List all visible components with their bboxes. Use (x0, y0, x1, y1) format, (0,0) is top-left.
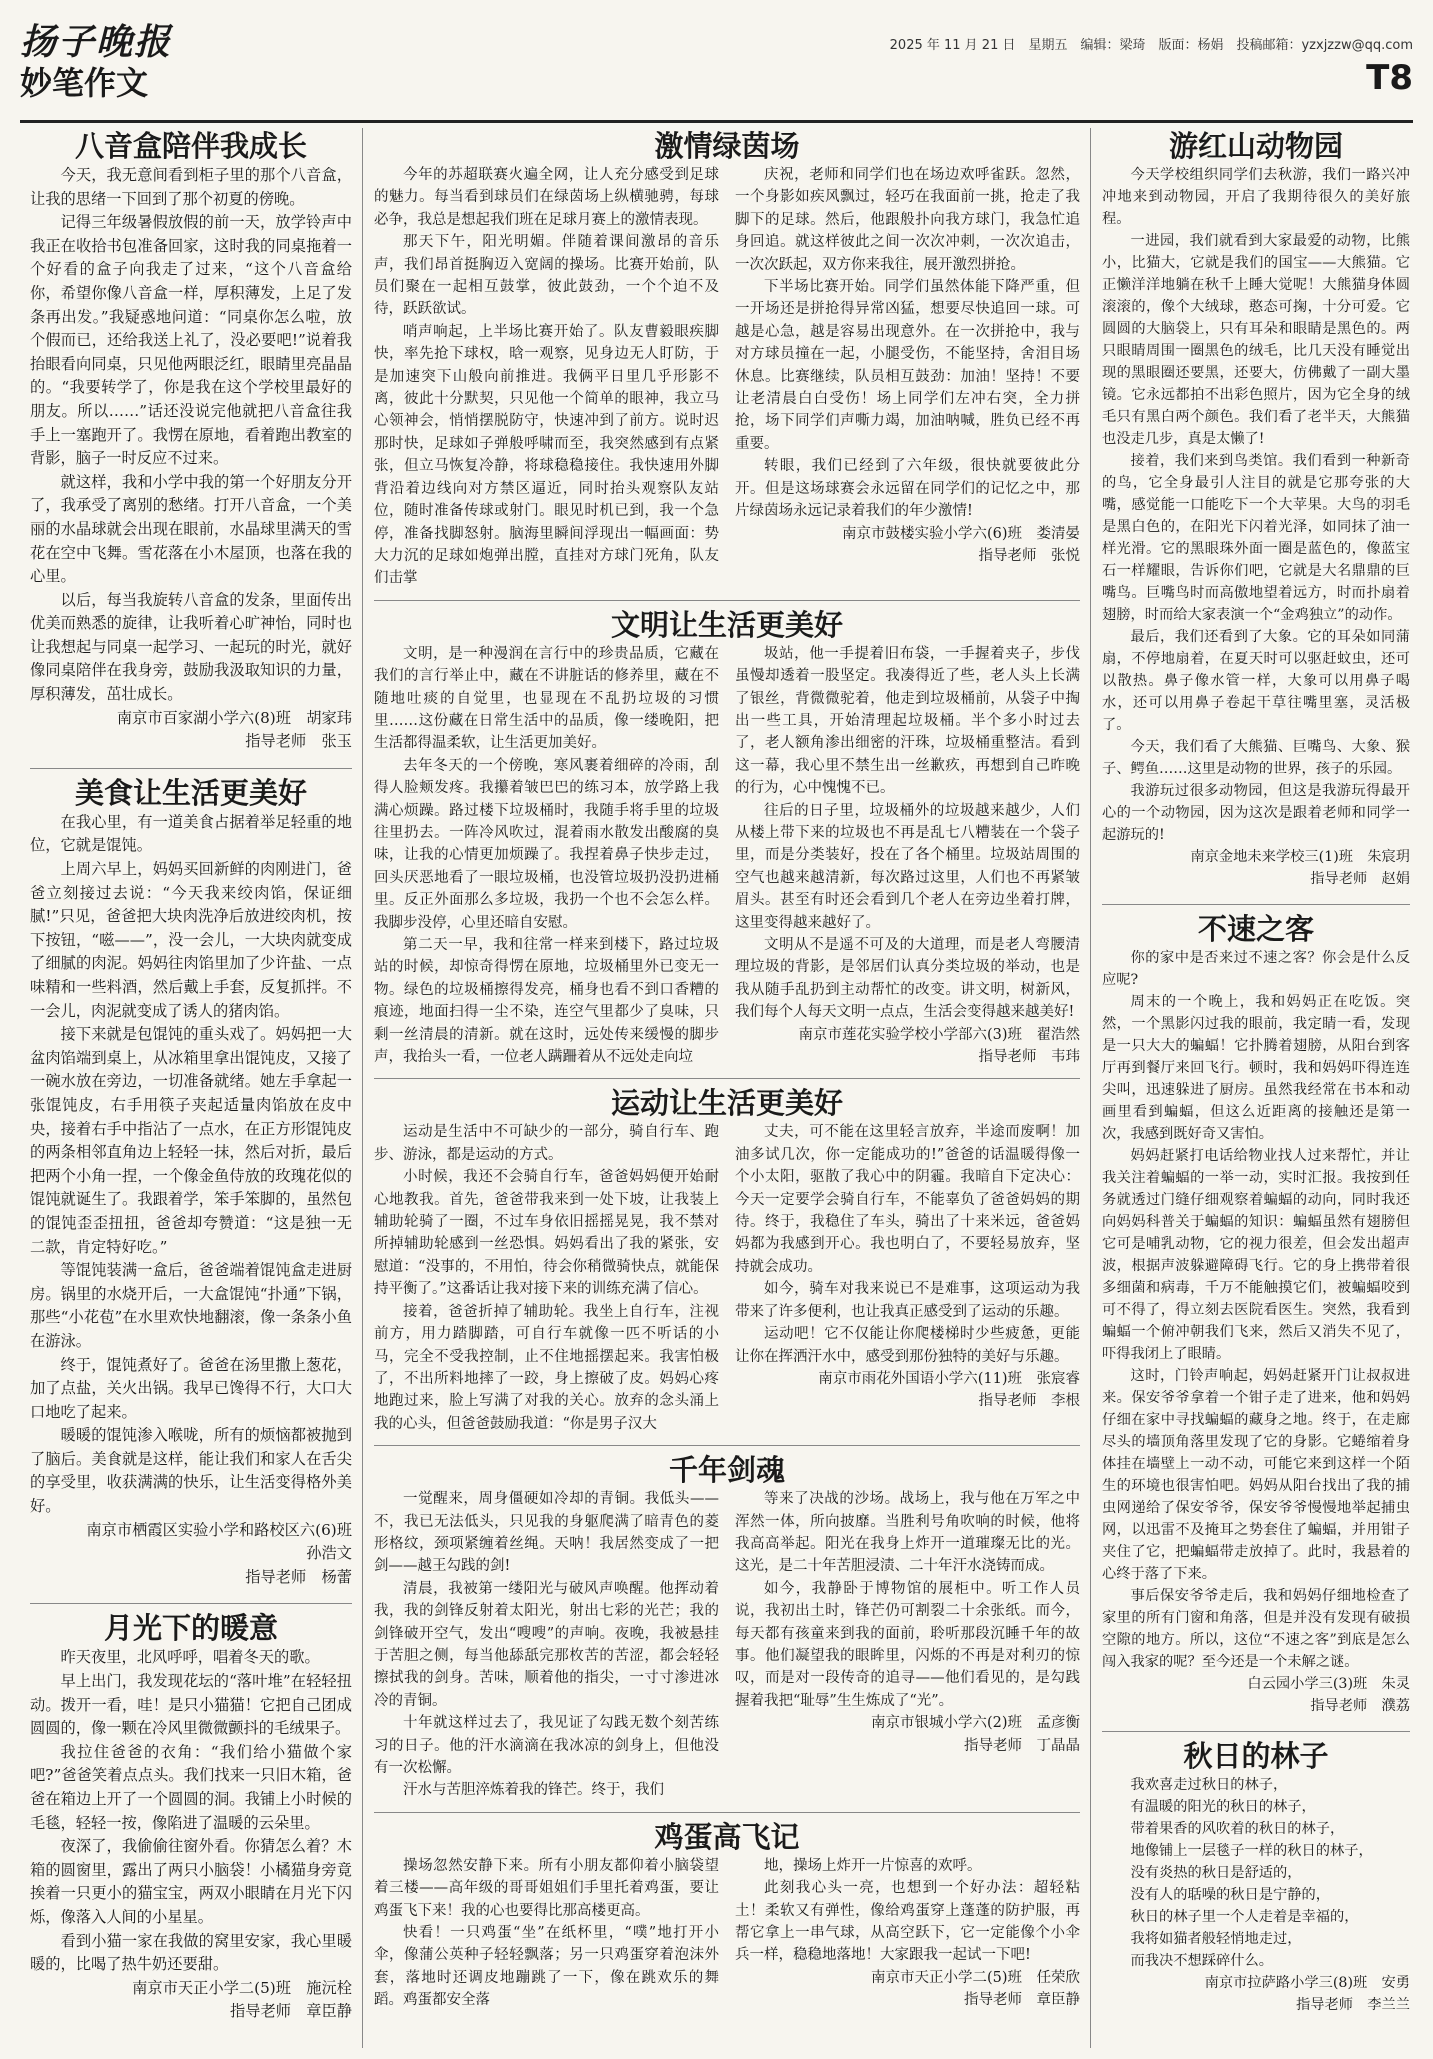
article (374, 607, 1080, 1069)
article-divider (1102, 1731, 1410, 1732)
paragraph: 昨天夜里，北风呼呼，唱着冬天的歌。 (60, 1648, 320, 1667)
article-divider (1102, 904, 1410, 905)
paragraph: 哨声响起，上半场比赛开始了。队友曹毅眼疾脚快，率先抢下球权，晗一观察，见身边无人盯防，于是加速突下山般向前推进。我俩平日里几乎形影不离，彼此十分默契，只见他一个简单的眼神，我立马心领神会，悄悄摆脱防守，快速冲到了前方。说时迟那时快，足球如子弹般呼啸而至，我突然感到有点紧张，但立马恢复冷静，将球稳稳接住。我快速用外脚背沿着边线向对方禁区逼近，同时抬头观察队友站位，随时准备传球或射门。眼见时机已到，我一个急停，准备找脚怒射。脑海里瞬间浮现出一幅画面：势大力沉的足球如炮弹出膛，直挂对方球门死角，队友们击掌 (374, 323, 719, 587)
paragraph: 庆祝，老师和同学们也在场边欢呼雀跃。忽然，一个身影如疾风飘过，轻巧在我面前一挑，抢走了我脚下的足球。然后，他跟般扑向我方球门，我急忙追身回追。就这样彼此之间一次次冲刺，一次次追击，一次次跃起，双方你来我往，展开激烈拼抢。 (735, 167, 1080, 273)
middle-column (374, 128, 1080, 2022)
paragraph: 等来了决战的沙场。战场上，我与他在万军之中浑然一体，所向披靡。当胜利号角吹响的时候，他将我高高举起。阳光在我身上炸开一道璀璨无比的光。这光，是二十年苦胆浸渍、二十年汗水浇铸而成。 (735, 1491, 1080, 1575)
poem-line: 有温暖的阳光的秋日的林子， (1130, 1799, 1316, 1815)
paragraph: 清晨，我被第一缕阳光与破风声唤醒。他挥动着我，我的剑锋反射着太阳光，射出七彩的光芒；我的剑锋破开空气，发出“嗖嗖”的声响。夜晚，我被悬挂于苦胆之侧，每当他舔舐完那枚苦的苦涩，都会轻轻擦拭我的剑身。苦味，顺着他的指尖，一寸寸渗进冰冷的青铜。 (374, 1580, 719, 1709)
poem-line: 地像铺上一层毯子一样的秋日的林子， (1130, 1843, 1373, 1859)
article-title: 运动让生活更美好 (610, 1086, 843, 1121)
column-divider (1090, 128, 1091, 2048)
article-divider (374, 1812, 1080, 1813)
author-school: 南京市天正小学二(5)班 任荣欣 (870, 1969, 1080, 1986)
paragraph: 文明，是一种漫润在言行中的珍贵品质，它藏在我们的言行举止中，藏在不讲脏话的修养里，藏在不随地吐痰的自觉里，也显现在不乱扔垃圾的习惯里……这份藏在日常生活中的品质，像一缕晚阳，把生活都得温柔软，让生活更加美好。 (374, 645, 719, 752)
author-school: 南京市天正小学二(5)班 施沅栓 (132, 1978, 352, 1997)
paragraph: 转眼，我们已经到了六年级，很快就要彼此分开。但是这场球赛会永远留在同学们的记忆之中，那片绿茵场永远记录着我们的年少激情! (735, 458, 1080, 520)
paragraph: 最后，我们还看到了大象。它的耳朵如同蒲扇，不停地扇着，在夏天时可以驱赶蚊虫，还可以散热。鼻子像水管一样，大象可以用鼻子喝水，还可以用鼻子卷起干草往嘴里塞，灵活极了。 (1102, 629, 1410, 733)
text-column (735, 643, 1080, 1069)
paragraph: 记得三年级暑假放假的前一天，放学铃声中我正在收拾书包准备回家，这时我的同桌拖着一个好看的盒子向我走了过来，“这个八音盒给你，希望你像八音盒一样，厚积薄发，上足了发条再出发。”我疑惑地问道：“同桌你怎么啦，放个假而已，还给我送上礼了，没必要吧!”说着我抬眼看向同桌，只见他两眼泛红，眼睛里亮晶晶的。“我要转学了，你是我在这个学校里最好的朋友。所以……”话还没说完他就把八音盒往我手上一塞跑开了。我愣在原地，看着跑出教室的背影，脑子一时反应不过来。 (30, 213, 352, 468)
article-divider (30, 1603, 352, 1604)
article-title: 不速之客 (1197, 912, 1314, 946)
paragraph: 此刻我心头一亮，也想到一个好办法：超轻粘土！柔软又有弹性，像给鸡蛋穿上蓬蓬的防护服，再帮它拿上一串气球，从高空跃下，它一定能像个小伞兵一样，稳稳地落地！大家跟我一起试一下吧! (735, 1880, 1080, 1964)
column-divider (362, 128, 363, 2048)
paragraph: 今天，我无意间看到柜子里的那个八音盒，让我的思绪一下回到了那个初夏的傍晚。 (30, 166, 352, 208)
article-title: 月光下的暖意 (103, 1611, 278, 1646)
teacher-name: 指导老师 章臣静 (964, 1992, 1080, 2009)
paragraph: 今天学校组织同学们去秋游，我们一路兴冲冲地来到动物园，开启了我期待很久的美好旅程。 (1102, 167, 1410, 227)
text-column (735, 1488, 1080, 1802)
poem-line: 而我决不想踩碎什么。 (1130, 1953, 1274, 1969)
two-column-body (374, 164, 1080, 590)
article-divider (30, 768, 352, 769)
newspaper-logo: 扬子晚报 (20, 21, 173, 63)
teacher-name: 指导老师 李兰兰 (1295, 1997, 1410, 2013)
article-title: 激情绿茵场 (654, 129, 800, 163)
paragraph: 终于，馄饨煮好了。爸爸在汤里撒上葱花，加了点盐，关火出锅。我早已馋得不行，大口大口地吃了起来。 (30, 1355, 352, 1421)
author-school: 南京市银城小学六(2)班 孟彦衡 (870, 1715, 1080, 1732)
text-column (374, 1121, 719, 1435)
article-title: 文明让生活更美好 (610, 607, 843, 642)
paragraph: 十年就这样过去了，我见证了勾践无数个刻苦练习的日子。他的汗水滴滴在我冰凉的剑身上，但他没有一次松懈。 (374, 1715, 719, 1776)
paragraph: 丈夫，可不能在这里轻言放弃，半途而废啊！加油多试几次，你一定能成功的!”爸爸的话温暖得像一个小太阳，驱散了我心中的阴霾。我暗自下定决心：今天一定要学会骑自行车，不能辜负了爸爸妈妈的期待。终于，我稳住了车头，骑出了十来米远，爸爸妈妈都为我感到开心。我也明白了，不要轻易放弃，坚持就会成功。 (735, 1124, 1080, 1275)
author-school: 南京市拉萨路小学三(8)班 安勇 (1204, 1975, 1410, 1991)
paragraph: 接下来就是包馄饨的重头戏了。妈妈把一大盆肉馅端到桌上，从冰箱里拿出馄饨皮，又接了一碗水放在旁边，一切准备就绪。她左手拿起一张馄饨皮，右手用筷子夹起适量肉馅放在皮中央，接着右手中指沾了一点水，在正方形馄饨皮的两条相邻直角边上轻轻一抹，然后对折，最后把两个小角一捏，一个像金鱼侍放的玫瑰花似的馄饨就诞生了。我跟着学，笨手笨脚的，虽然包的馄饨歪歪扭扭，爸爸却夸赞道：“这是独一无二款，肯定特好吃。” (30, 1025, 352, 1256)
paragraph: 一进园，我们就看到大家最爱的动物，比熊小，比猫大，它就是我们的国宝——大熊猫。它正懒洋洋地躺在秋千上睡大觉呢！大熊猫身体圆滚滚的，像个大绒球，憨态可掬，十分可爱。它圆圆的大脑袋上，只有耳朵和眼睛是黑色的。两只眼睛周围一圈黑色的绒毛，比几天没有睡觉出现的黑眼圈还要黑，还要大，仿佛戴了一副大墨镜。它永远都拍不出彩色照片，因为它全身的绒毛只有黑白两个颜色。我们看了老半天，大熊猫也没走几步，真是太懒了! (1102, 233, 1410, 447)
left-column (30, 128, 368, 2038)
teacher-name: 指导老师 张悦 (978, 547, 1080, 564)
teacher-name: 指导老师 赵娟 (1310, 871, 1410, 887)
article (30, 775, 368, 1590)
paragraph: 我游玩过很多动物园，但这是我游玩得最开心的一个动物园，因为这次是跟着老师和同学一起游玩的! (1102, 783, 1410, 843)
page-number: T8 (1366, 58, 1413, 98)
paragraph: 第二天一早，我和往常一样来到楼下，路过垃圾站的时候，却惊奇得愣在原地，垃圾桶里外已变无一物。绿色的垃圾桶擦得发亮，桶身也看不到口香糟的痕迹，地面扫得一尘不染，连空气里都少了臭味，只剩一丝清晨的清新。就在这时，远处传来缓慢的脚步声，我抬头一看，一位老人蹒跚着从不远处走向垃 (374, 937, 719, 1066)
paragraph: 周末的一个晚上，我和妈妈正在吃饭。突然，一个黑影闪过我的眼前，我定睛一看，发现是一只大大的蝙蝠！它扑腾着翅膀，从阳台到客厅再到餐厅来回飞行。顿时，我和妈妈吓得连连尖叫，迅速躲进了厨房。虽然我经常在书本和动画里看到蝙蝠，但这么近距离的接触还是第一次，我感到既好奇又害怕。 (1102, 994, 1410, 1142)
paragraph: 你的家中是否来过不速之客？你会是什么反应呢? (1102, 950, 1410, 988)
teacher-name: 指导老师 韦玮 (978, 1049, 1080, 1066)
paragraph: 就这样，我和小学中我的第一个好朋友分开了，我承受了离别的愁绪。打开八音盒，一个美丽的水晶球就会出现在眼前，水晶球里满天的雪花在空中飞舞。雪花落在小木屋顶，也落在我的心里。 (30, 472, 352, 586)
poem-line: 没有人的聒噪的秋日是宁静的， (1130, 1887, 1331, 1903)
paragraph: 接着，爸爸折掉了辅助轮。我坐上自行车，注视前方，用力踏脚踏，可自行车就像一匹不听话的小马，完全不受我控制，止不住地摇摆起来。我害怕极了，不出所料地摔了一跤，身上擦破了皮。妈妈心疼地跑过来，脸上写满了对我的关心。放弃的念头涌上我的心头，但爸爸鼓励我道：“你是男子汉大 (374, 1303, 719, 1432)
author-school: 南京市栖霞区实验小学和路校区六(6)班 孙浩文 (86, 1520, 368, 1563)
article-title: 八音盒陪伴我成长 (74, 129, 307, 163)
paragraph: 看到小猫一家在我做的窝里安家，我心里暖暖的，比喝了热牛奶还要甜。 (30, 1931, 352, 1974)
paragraph: 一觉醒来，周身僵硬如冷却的青铜。我低头——不，我已无法低头，只见我的身躯爬满了暗青色的菱形格纹，颈项紧缠着丝绳。天呐！我居然变成了一把剑——越王勾践的剑! (374, 1491, 719, 1575)
paragraph: 妈妈赶紧打电话给物业找人过来帮忙，并让我关注着蝙蝠的一举一动，实时汇报。我按到任务就透过门缝仔细观察着蝙蝠的动向，同时我还向妈妈科普关于蝙蝠的知识：蝙蝠虽然有翅膀但它可是哺乳动物，它的视力很差，但会发出超声波，根据声波躲避障碍飞行。它的身上携带着很多细菌和病毒，千万不能触摸它们，被蝙蝠咬到可不得了，得立刻去医院看医生。突然，我看到蝙蝠一个俯冲朝我们飞来，然后又消失不见了，吓得我闭上了眼睛。 (1102, 1148, 1410, 1362)
paragraph: 运动是生活中不可缺少的一部分，骑自行车、跑步、游泳，都是运动的方式。 (374, 1124, 719, 1163)
paragraph: 我拉住爸爸的衣角：“我们给小猫做个家吧?”爸爸笑着点点头。我们找来一只旧木箱，爸爸在箱边上开了一个圆圆的洞。我铺上小时候的毛毯，轻轻一按，像陷进了温暖的云朵里。 (30, 1742, 352, 1832)
paragraph: 事后保安爷爷走后，我和妈妈仔细地检查了家里的所有门窗和角落，但是并没有发现有破损空隙的地方。所以，这位“不速之客”到底是怎么闯入我家的呢？至今还是一个未解之谜。 (1102, 1588, 1410, 1670)
header-rule (20, 120, 1413, 123)
two-column-body (374, 1855, 1080, 2012)
article (1102, 911, 1410, 1717)
paragraph: 夜深了，我偷偷往窗外看。你猜怎么着？木箱的圆窗里，露出了两只小脑袋！小橘猫身旁竟挨着一只更小的猫宝宝，两双小眼睛在月光下闪烁，像落入人间的小星星。 (30, 1837, 352, 1926)
text-column (735, 1121, 1080, 1435)
article-divider (374, 1078, 1080, 1079)
text-column (374, 1488, 719, 1802)
author-school: 南京金地未来学校三(1)班 朱宸玥 (1190, 849, 1410, 865)
paragraph: 如今，我静卧于博物馆的展柜中。听工作人员说，我初出土时，锋芒仍可割裂二十余张纸。而今，每天都有孩童来到我的面前，聆听那段沉睡千年的故事。他们凝望我的眼眸里，闪烁的不再是对利刃的惊叹，而是对一段传奇的追寻——他们看见的，是勾践握着我把“耻辱”生生炼成了“光”。 (735, 1580, 1080, 1709)
teacher-name: 指导老师 章臣静 (230, 2002, 352, 2021)
paragraph: 操场忽然安静下来。所有小朋友都仰着小脑袋望着三楼——高年级的哥哥姐姐们手里托着鸡蛋，要让鸡蛋飞下来！我的心也要得比那高楼更高。 (374, 1857, 719, 1919)
text-column (374, 643, 719, 1069)
paragraph: 快看！一只鸡蛋“坐”在纸杯里，“噗”地打开小伞，像蒲公英种子轻轻飘落；另一只鸡蛋穿着泡沫外套，落地时还调皮地蹦跳了一下，像在跳欢乐的舞蹈。鸡蛋都安全落 (374, 1925, 719, 2009)
paragraph: 那天下午，阳光明媚。伴随着课间激昂的音乐声，我们昂首挺胸迈入宽阔的操场。比赛开始前，队员们聚在一起相互鼓掌，彼此鼓劲，一个个迫不及待，跃跃欲试。 (374, 234, 719, 318)
article (30, 128, 352, 754)
teacher-name: 指导老师 丁晶晶 (964, 1737, 1080, 1754)
paragraph: 接着，我们来到鸟类馆。我们看到一种新奇的鸟，它全身最引人注目的就是它那夸张的大嘴，感觉能一口能吃下一个大苹果。大鸟的羽毛是黑白色的，在阳光下闪着光泽，如同抹了油一样光滑。它的黑眼珠外面一圈是蓝色的，像蓝宝石一样耀眼，告诉你们吧，它就是大名鼎鼎的巨嘴鸟。巨嘴鸟时而高傲地望着远方，时而扑扇着翅膀，时而给大家表演一个“金鸡独立”的动作。 (1102, 453, 1410, 623)
article-title: 鸡蛋高飞记 (654, 1819, 800, 1854)
text-column (735, 1855, 1080, 2012)
article (374, 1819, 1080, 2012)
masthead (20, 14, 1413, 102)
article-title: 美食让生活更美好 (74, 775, 307, 810)
author-school: 南京市莲花实验学校小学部六(3)班 翟浩然 (798, 1026, 1080, 1043)
text-column (735, 164, 1080, 590)
author-school: 白云园小学三(3)班 朱灵 (1247, 1676, 1410, 1692)
paragraph: 文明从不是遥不可及的大道理，而是老人弯腰清理垃圾的背影，是邻居们认真分类垃圾的举动，也是我从随手乱扔到主动帮忙的改变。讲文明，树新风，我们每个人每天文明一点点，生活会变得越来越美好! (735, 937, 1080, 1021)
poem-line: 我将如猫者般轻悄地走过， (1130, 1931, 1302, 1947)
two-column-body (374, 643, 1080, 1069)
teacher-name: 指导老师 杨蕾 (245, 1567, 352, 1586)
article (1102, 1738, 1410, 2016)
right-column (1102, 128, 1410, 2030)
text-column (374, 1855, 719, 2012)
teacher-name: 指导老师 李根 (978, 1393, 1080, 1410)
paragraph: 以后，每当我旋转八音盒的发条，里面传出优美而熟悉的旋律，让我听着心旷神怡，同时也让我想起与同桌一起学习、一起玩的时光，就好像同桌陪伴在我身旁，鼓励我汲取知识的力量，厚积薄发，茁壮成长。 (30, 590, 352, 704)
article-title: 游红山动物园 (1168, 129, 1343, 163)
author-school: 南京市百家湖小学六(8)班 胡家玮 (116, 708, 352, 727)
author-school: 南京市雨花外国语小学六(11)班 张宸睿 (818, 1370, 1080, 1387)
two-column-body (374, 1488, 1080, 1802)
article-divider (374, 1445, 1080, 1446)
article-title: 千年剑魂 (668, 1453, 785, 1488)
paragraph: 上周六早上，妈妈买回新鲜的肉刚进门，爸爸立刻接过去说：“今天我来绞肉馅，保证细腻!”只见，爸爸把大块肉洗净后放进绞肉机，按下按钮，“嗞——”，没一会儿，一大块肉就变成了细腻的肉泥。妈妈往肉馅里加了少许盐、一点味精和一些料酒，然后戴上手套，反复抓拌。不一会儿，肉泥就变成了诱人的猪肉馅。 (30, 860, 352, 1020)
paragraph: 圾站，他一手提着旧布袋，一手握着夹子，步伐虽慢却透着一股坚定。我凑得近了些，老人头上长满了银丝，背微微驼着，他走到垃圾桶前，从袋子中掏出一些工具，开始清理起垃圾桶。半个多小时过去了，老人额角渗出细密的汗珠，垃圾桶重整洁。看到这一幕，我心里不禁生出一丝歉疚，再想到自己昨晚的行为，心中愧愧不已。 (735, 645, 1080, 797)
paragraph: 往后的日子里，垃圾桶外的垃圾越来越少，人们从楼上带下来的垃圾也不再是乱七八糟装在一个袋子里，而是分类装好，投在了各个桶里。垃圾站周围的空气也越来越清新，每次路过这里，人们也不再紧皱眉头。甚至有时还会看到几个老人在旁边坐着打牌，这里变得越来越好了。 (735, 802, 1080, 931)
two-column-body (374, 1121, 1080, 1435)
paragraph: 早上出门，我发现花坛的“落叶堆”在轻轻扭动。拨开一看，哇！是只小猫猫！它把自己团成圆圆的，像一颗在冷风里微微颤抖的毛绒果子。 (30, 1672, 352, 1738)
paragraph: 去年冬天的一个傍晚，寒风裹着细碎的冷雨，刮得人脸颊发疼。我攥着皱巴巴的练习本，放学路上我满心烦躁。路过楼下垃圾桶时，我随手将手里的垃圾往里扔去。一阵冷风吹过，混着雨水散发出酸腐的臭味，让我的心情更加烦躁了。我捏着鼻子快步走过，回头厌恶地看了一眼垃圾桶，也没管垃圾扔没扔进桶里。反正外面那么多垃圾，我扔一个也不会怎么样。我脚步没停，心里还暗自安慰。 (374, 757, 719, 931)
poem-line: 带着果香的风吹着的秋日的林子， (1130, 1821, 1345, 1837)
author-school: 南京市鼓楼实验小学六(6)班 娄清晏 (841, 525, 1080, 542)
article-divider (374, 600, 1080, 601)
paragraph: 如今，骑车对我来说已不是难事，这项运动为我带来了许多便利，也让我真正感受到了运动的乐趣。 (735, 1281, 1080, 1320)
paragraph: 下半场比赛开始。同学们虽然体能下降严重，但一开场还是拼抢得异常凶猛，想要尽快追回一球。可越是心急，越是容易出现意外。在一次拼抢中，我与对方球员撞在一起，小腿受伤，不能坚持，舍泪目场休息。比赛继续，队员相互鼓劲：加油！坚持！不要让老清晨白白受伤！场上同学们左冲右突，全力拼抢，场下同学们声嘶力竭，加油呐喊，胜负已经不再重要。 (735, 279, 1080, 452)
article (374, 1085, 1080, 1435)
paragraph: 汗水与苦胆淬炼着我的锋芒。终于，我们 (403, 1782, 664, 1799)
article (374, 128, 1080, 590)
poem-line: 没有炎热的秋日是舒适的， (1130, 1865, 1302, 1881)
paragraph: 等馄饨装满一盒后，爸爸端着馄饨盒走进厨房。锅里的水烧开后，一大盒馄饨“扑通”下锅，那些“小花苞”在水里欢快地翻滚，像一条条小鱼在游泳。 (30, 1261, 352, 1350)
paragraph: 运动吧！它不仅能让你爬楼梯时少些疲惫，更能让你在挥洒汗水中，感受到那份独特的美好与乐趣。 (735, 1326, 1080, 1365)
paragraph: 今天，我们看了大熊猫、巨嘴鸟、大象、猴子、鳄鱼……这里是动物的世界，孩子的乐园。 (1102, 739, 1410, 777)
poem-line: 我欢喜走过秋日的林子， (1130, 1777, 1288, 1793)
paragraph: 小时候，我还不会骑自行车，爸爸妈妈便开始耐心地教我。首先，爸爸带我来到一处下坡，让我装上辅助轮骑了一圈，不过车身依旧摇摇晃晃，我不禁对所掉辅助轮感到一丝恐惧。妈妈看出了我的紧张，安慰道：“没事的，不用怕，待会你稍微骑快点，就能保持平衡了。”这番话让我对接下来的训练充满了信心。 (374, 1169, 719, 1298)
teacher-name: 指导老师 濮荔 (1310, 1698, 1410, 1714)
section-title: 妙笔作文 (20, 64, 149, 102)
article (1102, 128, 1410, 890)
paragraph: 这时，门铃声响起，妈妈赶紧开门让叔叔进来。保安爷爷拿着一个钳子走了进来，他和妈妈仔细在家中寻找蝙蝠的藏身之地。终于，在走廊尽头的墙顶角落里发现了它的身影。它蜷缩着身体挂在墙壁上一动不动，可能它来到这样一个陌生的环境也很害怕吧。妈妈从阳台找出了我的捕虫网递给了保安爷爷，保安爷爷慢慢地举起捕虫网，以迅雷不及掩耳之势套住了蝙蝠，并用钳子夹住了它，把蝙蝠带走放掉了。此时，我悬着的心终于落了下来。 (1102, 1368, 1410, 1582)
article-title: 秋日的林子 (1183, 1739, 1329, 1773)
article (374, 1452, 1080, 1802)
paragraph: 暖暖的馄饨渗入喉咙，所有的烦恼都被抛到了脑后。美食就是这样，能让我们和家人在舌尖的享受里，收获满满的快乐，让生活变得格外美好。 (30, 1426, 352, 1516)
paragraph: 地，操场上炸开一片惊喜的欢呼。 (764, 1857, 982, 1874)
text-column (374, 164, 719, 590)
article (30, 1610, 352, 2024)
poem-line: 秋日的林子里一个人走着是幸福的， (1130, 1909, 1359, 1925)
issue-meta: 2025 年 11 月 21 日 星期五 编辑：梁琦 版面：杨娟 投稿邮箱：yzxjzzw@qq.com (889, 38, 1413, 53)
paragraph: 今年的苏超联赛火遍全网，让人充分感受到足球的魅力。每当看到球员们在绿茵场上纵横驰骋，每球必争，我总是想起我们班在足球月赛上的激情表现。 (374, 167, 719, 228)
paragraph: 在我心里，有一道美食占据着举足轻重的地位，它就是馄饨。 (30, 812, 352, 855)
teacher-name: 指导老师 张玉 (245, 732, 352, 751)
